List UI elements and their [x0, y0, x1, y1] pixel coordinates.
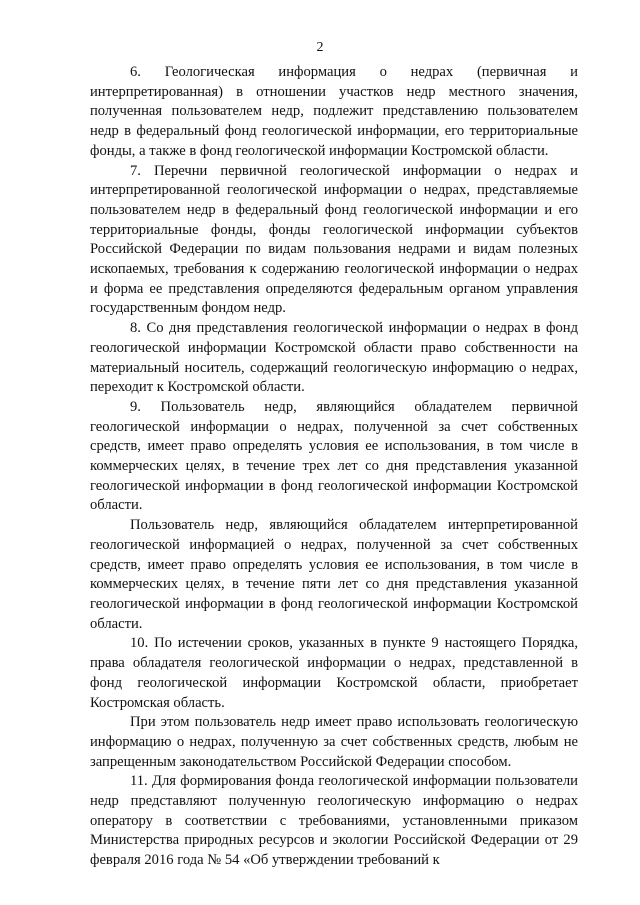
paragraph-item-9-continued: Пользователь недр, являющийся обладателем интерпретированной геологической информацией о недрах, полученной за счет собственных средств, имеет право определять условия ее использования, в том числе в коммерческих целях, в течение пяти лет со дня представления указанной геологической информации в фонд геологической информации Костромской области. — [90, 517, 578, 632]
paragraph-item-11: 11. Для формирования фонда геологической информации пользователи недр представляют полученную геологическую информацию о недрах оператору в соответствии с требованиями, установленными приказом Министерства природных ресурсов и экологии Российской Федерации от 29 февраля 2016 года № 54 «Об утверждении требований к — [90, 773, 578, 869]
document-body — [90, 63, 578, 871]
paragraph-item-10: 10. По истечении сроков, указанных в пункте 9 настоящего Порядка, права обладателя геологической информации о недрах, представленной в фонд геологической информации Костромской области, приобретает Костромская область. — [90, 635, 578, 711]
paragraph-item-7: 7. Перечни первичной геологической информации о недрах и интерпретированной геологической информации о недрах, представляемые пользователем недр в федеральный фонд геологической информации и его территориальные фонды, фонды геологической информации субъектов Российской Федерации по видам пользования недрами и видам полезных ископаемых, требования к содержанию геологической информации о недрах и форма ее представления определяются федеральным органом управления государственным фондом недр. — [90, 162, 578, 317]
page-number: 2 — [316, 40, 324, 55]
paragraph-item-9: 9. Пользователь недр, являющийся обладателем первичной геологической информации о недрах, полученной за счет собственных средств, имеет право определять условия ее использования, в том числе в коммерческих целях, в течение трех лет со дня представления указанной геологической информации в фонд геологической информации Костромской области. — [90, 398, 578, 514]
paragraph-item-6: 6. Геологическая информация о недрах (первичная и интерпретированная) в отношении участков недр местного значения, полученная пользователем недр, подлежит представлению пользователем недр в федеральный фонд геологической информации, его территориальные фонды, а также в фонд геологической информации Костромской области. — [90, 64, 578, 159]
paragraph-item-10-continued: При этом пользователь недр имеет право использовать геологическую информацию о недрах, полученную за счет собственных средств, любым не запрещенным законодательством Российской Федерации способом. — [90, 714, 578, 770]
paragraph-item-8: 8. Со дня представления геологической информации о недрах в фонд геологической информации Костромской области право собственности на материальный носитель, содержащий геологическую информацию о недрах, переходит к Костромской области. — [90, 320, 578, 396]
